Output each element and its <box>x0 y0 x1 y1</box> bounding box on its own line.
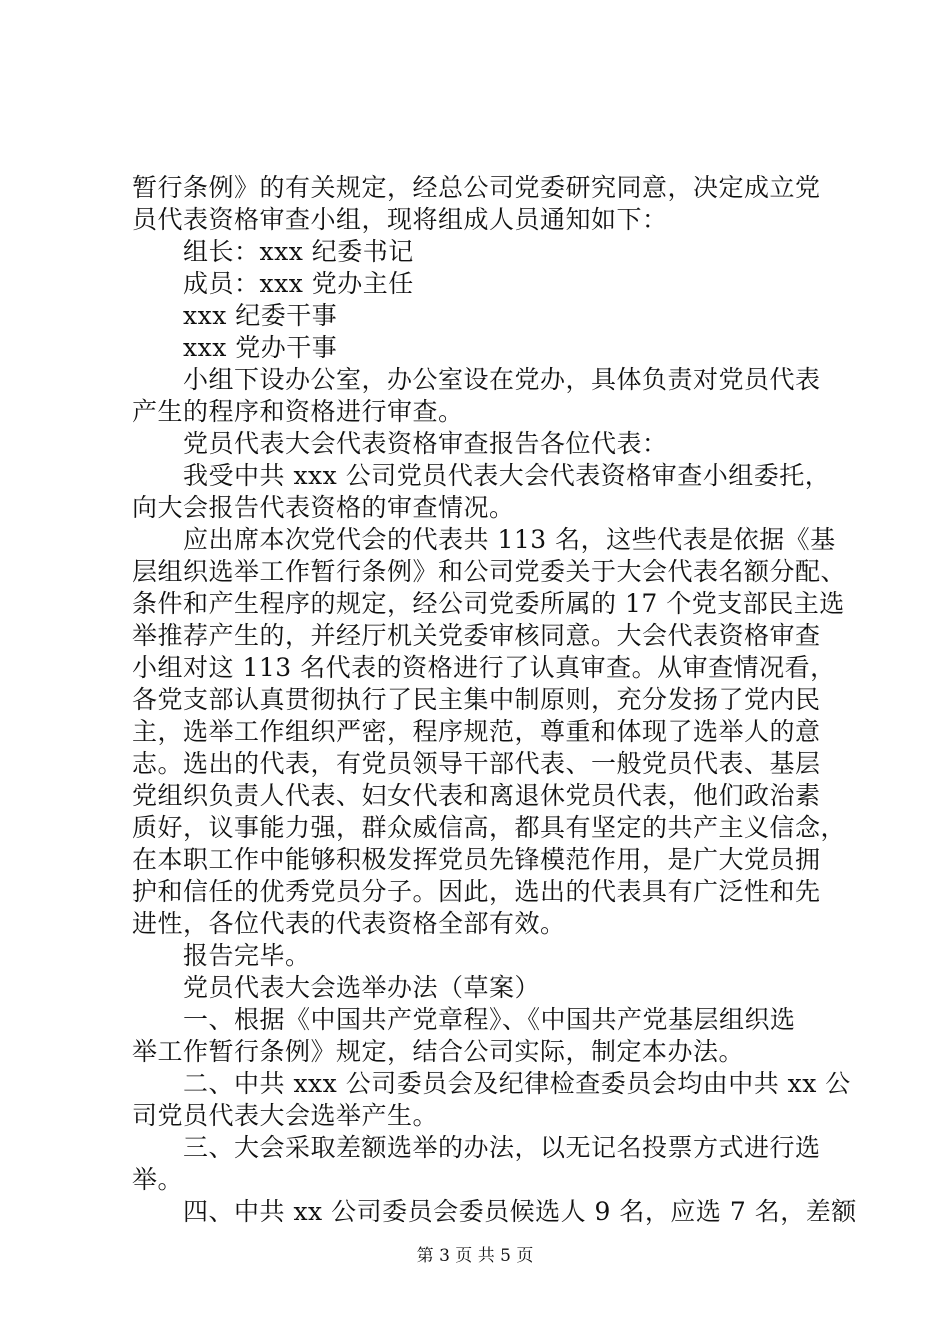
text-line: 层组织选举工作暂行条例》和公司党委关于大会代表名额分配、 <box>132 557 847 586</box>
text-line: 四、中共 xx 公司委员会委员候选人 9 名，应选 7 名，差额 <box>132 1197 857 1226</box>
text-line: 司党员代表大会选举产生。 <box>132 1101 439 1130</box>
text-line: 我受中共 xxx 公司党员代表大会代表资格审查小组委托， <box>132 461 831 490</box>
text-line: 各党支部认真贯彻执行了民主集中制原则，充分发扬了党内民 <box>132 685 821 714</box>
text-line: 党员代表大会选举办法（草案） <box>132 973 541 1002</box>
text-line: 志。选出的代表，有党员领导干部代表、一般党员代表、基层 <box>132 749 821 778</box>
text-line: 党员代表大会代表资格审查报告各位代表： <box>132 429 668 458</box>
text-line: 报告完毕。 <box>132 941 311 970</box>
text-line: 向大会报告代表资格的审查情况。 <box>132 493 515 522</box>
text-line: 成员：xxx 党办主任 <box>132 269 414 298</box>
text-line: 进性，各位代表的代表资格全部有效。 <box>132 909 566 938</box>
text-line: 三、大会采取差额选举的办法，以无记名投票方式进行选 <box>132 1133 821 1162</box>
page-number-footer: 第 3 页 共 5 页 <box>416 1246 534 1266</box>
text-line: xxx 纪委干事 <box>132 301 338 330</box>
text-line: 在本职工作中能够积极发挥党员先锋模范作用，是广大党员拥 <box>132 845 821 874</box>
text-line: 条件和产生程序的规定，经公司党委所属的 17 个党支部民主选 <box>132 589 845 618</box>
text-line: 质好，议事能力强，群众威信高，都具有坚定的共产主义信念， <box>132 813 847 842</box>
document-body <box>132 172 857 1228</box>
text-line: 举。 <box>132 1165 184 1194</box>
text-line: 党组织负责人代表、妇女代表和离退休党员代表，他们政治素 <box>132 781 821 810</box>
text-line: 暂行条例》的有关规定，经总公司党委研究同意，决定成立党 <box>132 173 821 202</box>
text-line: 小组对这 113 名代表的资格进行了认真审查。从审查情况看， <box>132 653 836 682</box>
text-line: 应出席本次党代会的代表共 113 名，这些代表是依据《基 <box>132 525 836 554</box>
text-line: xxx 党办干事 <box>132 333 338 362</box>
text-line: 产生的程序和资格进行审查。 <box>132 397 464 426</box>
text-line: 组长：xxx 纪委书记 <box>132 237 414 266</box>
text-line: 举推荐产生的，并经厅机关党委审核同意。大会代表资格审查 <box>132 621 821 650</box>
text-line: 小组下设办公室，办公室设在党办，具体负责对党员代表 <box>132 365 821 394</box>
text-line: 主，选举工作组织严密，程序规范，尊重和体现了选举人的意 <box>132 717 821 746</box>
text-line: 护和信任的优秀党员分子。因此，选出的代表具有广泛性和先 <box>132 877 821 906</box>
text-line: 二、中共 xxx 公司委员会及纪律检查委员会均由中共 xx 公 <box>132 1069 851 1098</box>
text-line: 举工作暂行条例》规定，结合公司实际，制定本办法。 <box>132 1037 745 1066</box>
text-line: 员代表资格审查小组，现将组成人员通知如下： <box>132 205 668 234</box>
text-line: 一、根据《中国共产党章程》、《中国共产党基层组织选 <box>132 1005 796 1034</box>
